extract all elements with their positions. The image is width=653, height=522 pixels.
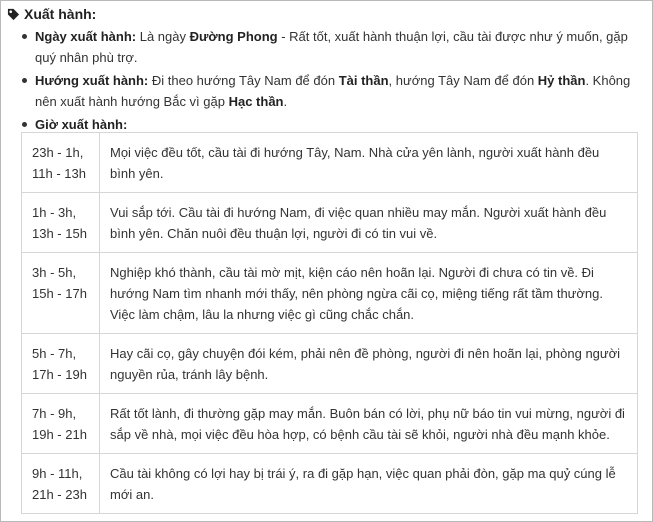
time-range-1: 3h - 5h, xyxy=(32,265,77,280)
time-cell xyxy=(22,454,100,514)
table-row xyxy=(22,334,638,394)
section-heading xyxy=(7,6,96,22)
info-list xyxy=(19,26,643,137)
time-range-1: 7h - 9h, xyxy=(32,406,77,421)
tag-icon xyxy=(7,8,20,21)
section-heading-text: Xuất hành: xyxy=(24,6,97,22)
time-cell xyxy=(22,193,100,253)
time-range-2: 13h - 15h xyxy=(32,226,87,241)
table-row xyxy=(22,454,638,514)
description-cell: Mọi việc đều tốt, cầu tài đi hướng Tây, Nam. Nhà cửa yên lành, người xuất hành đều bình yên. xyxy=(100,133,638,193)
table-row xyxy=(22,133,638,193)
day-text-a: Là ngày xyxy=(136,29,190,44)
hours-label: Giờ xuất hành: xyxy=(35,117,128,132)
direction-label: Hướng xuất hành: xyxy=(35,73,149,88)
description-cell: Cầu tài không có lợi hay bị trái ý, ra đi gặp hạn, việc quan phải đòn, gặp ma quỷ cúng lễ mới an. xyxy=(100,454,638,514)
bullet xyxy=(22,34,27,39)
time-range-1: 23h - 1h, xyxy=(32,145,84,160)
day-text-b: - Rất tốt, xuất hành thuận lợi, cầu tài được như ý muốn, gặp quý nhân phù trợ. xyxy=(35,29,628,65)
description-cell: Rất tốt lành, đi thường gặp may mắn. Buôn bán có lời, phụ nữ báo tin vui mừng, người đi sắp về nhà, mọi việc đều hòa hợp, có bệnh cầu tài sẽ khỏi, người nhà đều mạnh khỏe. xyxy=(100,394,638,454)
list-item-direction xyxy=(19,70,643,112)
list-item-day xyxy=(19,26,643,68)
direction-text-b: , hướng Tây Nam để đón xyxy=(388,73,538,88)
direction-god-2: Hỷ thần xyxy=(537,73,586,88)
description-cell: Hay cãi cọ, gây chuyện đói kém, phải nên đề phòng, người đi nên hoãn lại, phòng người nguyền rủa, tránh lây bệnh. xyxy=(100,334,638,394)
time-range-1: 5h - 7h, xyxy=(32,346,77,361)
direction-god-3: Hạc thần xyxy=(228,94,284,109)
time-range-2: 15h - 17h xyxy=(32,286,87,301)
day-name: Đường Phong xyxy=(189,29,278,44)
time-range-2: 19h - 21h xyxy=(32,427,87,442)
time-cell xyxy=(22,334,100,394)
time-cell xyxy=(22,133,100,193)
day-label: Ngày xuất hành: xyxy=(35,29,137,44)
direction-text-a: Đi theo hướng Tây Nam để đón xyxy=(148,73,339,88)
direction-text-d: . xyxy=(283,94,288,109)
time-range-1: 1h - 3h, xyxy=(32,205,77,220)
time-range-2: 17h - 19h xyxy=(32,367,87,382)
time-cell xyxy=(22,394,100,454)
bullet xyxy=(22,122,27,127)
table-row xyxy=(22,193,638,253)
bullet xyxy=(22,78,27,83)
time-cell xyxy=(22,253,100,334)
table-row xyxy=(22,394,638,454)
direction-god-1: Tài thần xyxy=(338,73,389,88)
time-range-1: 9h - 11h, xyxy=(32,466,83,481)
direction-text-c: . Không nên xuất hành hướng Bắc vì gặp xyxy=(35,73,631,109)
time-range-2: 11h - 13h xyxy=(32,166,86,181)
time-range-2: 21h - 23h xyxy=(32,487,87,502)
table-row xyxy=(22,253,638,334)
description-cell: Vui sắp tới. Cầu tài đi hướng Nam, đi việc quan nhiều may mắn. Người xuất hành đều bình yên. Chăn nuôi đều thuận lợi, người đi có tin vui về. xyxy=(100,193,638,253)
description-cell: Nghiệp khó thành, cầu tài mờ mịt, kiện cáo nên hoãn lại. Người đi chưa có tin về. Đi hướng Nam tìm nhanh mới thấy, nên phòng ngừa cãi cọ, miệng tiếng rất tầm thường. Việc làm chậm, lâu la nhưng việc gì cũng chắc chắn. xyxy=(100,253,638,334)
hours-table xyxy=(21,132,638,514)
